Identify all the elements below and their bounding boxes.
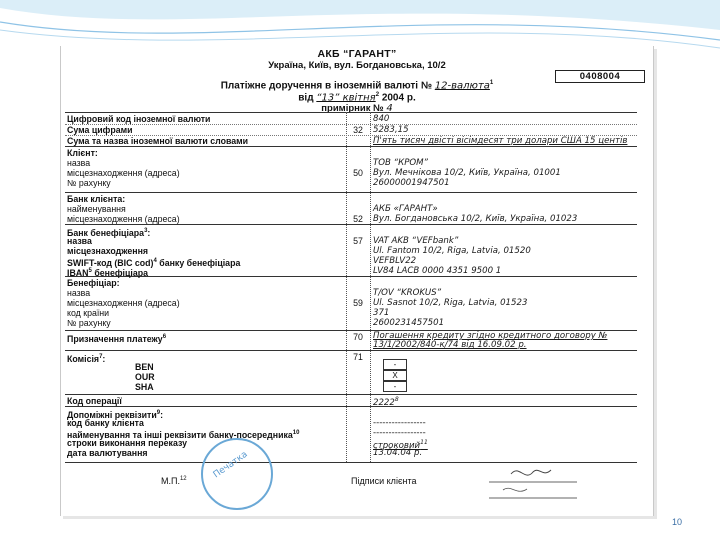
beneficiary-account-label: № рахунку bbox=[67, 318, 111, 328]
beneficiary-bank-swift-label: SWIFT-код (BIC cod)$^4$ банку бенефіціара bbox=[67, 257, 241, 268]
currency-code-label: Цифровий код іноземної валюти bbox=[67, 114, 211, 124]
client-account-label: № рахунку bbox=[67, 178, 111, 188]
field-number: 70 bbox=[353, 332, 363, 342]
extra-intermediary-label: найменування та інші реквізити банку-посередника$^{10}$ bbox=[67, 429, 300, 440]
column-divider bbox=[370, 112, 371, 462]
beneficiary-bank-location-label: місцезнаходження bbox=[67, 246, 149, 256]
extra-value-date-value: 13.04.04 р. bbox=[373, 448, 423, 458]
commission-option-ben: BEN bbox=[135, 362, 154, 372]
amount-label: Сума цифрами bbox=[67, 125, 133, 135]
commission-checkbox-our[interactable]: X bbox=[383, 370, 407, 381]
bank-address: Україна, Київ, вул. Богдановська, 10/2 bbox=[268, 60, 446, 71]
beneficiary-country-label: код країни bbox=[67, 308, 110, 318]
seal-stamp bbox=[201, 438, 273, 510]
commission-label: Комісія$^7$: bbox=[67, 353, 106, 364]
payment-order-document bbox=[60, 46, 654, 516]
beneficiary-bank-name-value: VAT AKB “VEFbank” bbox=[373, 236, 459, 246]
commission-checkbox-sha[interactable]: - bbox=[383, 381, 407, 392]
amount-words-value: П'ять тисяч двісті вісімдесят три долари США 15 центів bbox=[373, 136, 628, 146]
divider bbox=[65, 394, 637, 395]
beneficiary-title: Бенефіціар: bbox=[67, 278, 120, 288]
divider bbox=[65, 146, 637, 147]
field-number: 57 bbox=[353, 236, 363, 246]
extra-bank-code-value: ----------------- bbox=[373, 418, 426, 428]
beneficiary-bank-iban-value: LV84 LACB 0000 4351 9500 1 bbox=[373, 266, 502, 276]
order-title: Платіжне доручення в іноземній валюті № 12-валюта$^1$ bbox=[220, 80, 494, 92]
operation-code-value: 2222$^8$ bbox=[373, 396, 399, 408]
bank-name: АКБ “ГАРАНТ” bbox=[317, 48, 397, 60]
extra-terms-label: строки виконання переказу bbox=[67, 438, 188, 448]
beneficiary-bank-iban-label: IBAN$^5$ бенефіціара bbox=[67, 267, 148, 278]
extra-intermediary-value: ----------------- bbox=[373, 428, 426, 438]
client-name-label: назва bbox=[67, 158, 91, 168]
field-number: 71 bbox=[353, 352, 363, 362]
client-bank-location-value: Вул. Богдановська 10/2, Київ, Україна, 01023 bbox=[373, 214, 578, 224]
client-name-value: ТОВ “КРОМ” bbox=[373, 158, 429, 168]
divider bbox=[65, 276, 637, 277]
extra-details-title: Допоміжні реквізити$^9$: bbox=[67, 409, 164, 420]
seal-stamp-text: Печатка bbox=[211, 449, 250, 481]
beneficiary-location-value: Ul. Sasnot 10/2, Riga, Latvia, 01523 bbox=[373, 298, 528, 308]
divider bbox=[65, 192, 637, 193]
beneficiary-bank-swift-value: VEFBLV22 bbox=[373, 256, 417, 266]
operation-code-label: Код операції bbox=[67, 396, 122, 406]
divider bbox=[65, 350, 637, 351]
purpose-label: Призначення платежу$^6$ bbox=[67, 333, 167, 344]
order-date: від “13” квітня$^2$ 2004 р. bbox=[298, 92, 416, 104]
divider bbox=[65, 112, 637, 113]
field-number: 59 bbox=[353, 298, 363, 308]
beneficiary-bank-title: Банк бенефіціара$^3$: bbox=[67, 227, 151, 238]
beneficiary-name-value: T/OV “KROKUS” bbox=[373, 288, 442, 298]
beneficiary-country-value: 371 bbox=[373, 308, 390, 318]
client-title: Клієнт: bbox=[67, 148, 98, 158]
client-location-value: Вул. Мечнікова 10/2, Київ, Україна, 01001 bbox=[373, 168, 561, 178]
commission-option-sha: SHA bbox=[135, 382, 154, 392]
client-bank-title: Банк клієнта: bbox=[67, 194, 126, 204]
client-location-label: місцезнаходження (адреса) bbox=[67, 168, 180, 178]
client-signatures-label: Підписи клієнта bbox=[351, 476, 417, 486]
field-number: 32 bbox=[353, 125, 363, 135]
extra-value-date-label: дата валютування bbox=[67, 448, 148, 458]
purpose-line-2: 13/1/2002/840-к/74 від 16.09.02 р. bbox=[373, 340, 527, 350]
amount-words-label: Сума та назва іноземної валюти словами bbox=[67, 136, 249, 146]
beneficiary-location-label: місцезнаходження (адреса) bbox=[67, 298, 180, 308]
client-bank-location-label: місцезнаходження (адреса) bbox=[67, 214, 180, 224]
client-bank-name-value: АКБ «ГАРАНТ» bbox=[373, 204, 438, 214]
divider bbox=[65, 406, 637, 407]
amount-value: 5283,15 bbox=[373, 125, 409, 135]
slide-page-number: 10 bbox=[672, 517, 683, 527]
beneficiary-bank-name-label: назва bbox=[67, 236, 92, 246]
purpose-line-1: Погашення кредиту згідно кредитного договору № bbox=[373, 331, 608, 341]
column-divider bbox=[346, 112, 347, 462]
client-account-value: 26000001947501 bbox=[373, 178, 450, 188]
copy-number: примірник № 4 bbox=[321, 103, 393, 114]
client-bank-name-label: найменування bbox=[67, 204, 126, 214]
seal-place-label: М.П.$^{12}$ bbox=[161, 476, 187, 486]
field-number: 50 bbox=[353, 168, 363, 178]
divider bbox=[65, 224, 637, 225]
form-code: 0408004 bbox=[555, 70, 645, 83]
beneficiary-account-value: 2600231457501 bbox=[373, 318, 445, 328]
beneficiary-bank-location-value: Ul. Fantom 10/2, Riga, Latvia, 01520 bbox=[373, 246, 531, 256]
field-number: 52 bbox=[353, 214, 363, 224]
extra-terms-value: строковий$^{11}$ bbox=[373, 439, 428, 451]
signature-lines bbox=[481, 462, 581, 502]
order-grid bbox=[65, 112, 637, 504]
beneficiary-name-label: назва bbox=[67, 288, 91, 298]
extra-bank-code-label: код банку клієнта bbox=[67, 418, 144, 428]
commission-checkbox-ben[interactable]: - bbox=[383, 359, 407, 370]
currency-code-value: 840 bbox=[373, 114, 390, 124]
commission-option-our: OUR bbox=[135, 372, 155, 382]
